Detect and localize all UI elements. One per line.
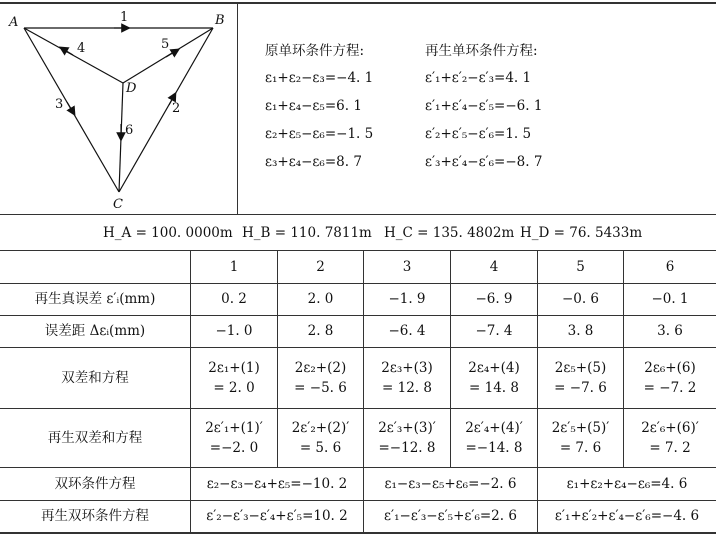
- table-cell: [191, 348, 277, 408]
- column-header: 2: [316, 258, 325, 275]
- cell-line: 2ε₂+(2): [294, 359, 347, 376]
- table-cell: ε₁−ε₃−ε₅+ε₆=−2. 6: [384, 475, 517, 492]
- regenerated-equation: ε′₃+ε′₄−ε′₆=−8. 7: [425, 153, 543, 170]
- cell-line: = 14. 8: [469, 380, 519, 396]
- benchmark-heights: [0, 217, 716, 249]
- cell-line: 2ε′₅+(5)′: [551, 419, 610, 436]
- leveling-network-diagram: [6, 6, 236, 210]
- divider-diagram: [0, 214, 716, 215]
- edge-label-4: 4: [77, 41, 86, 56]
- table-cell: [364, 348, 450, 408]
- edge-2: [119, 28, 213, 192]
- cell-line: =−14. 8: [465, 440, 523, 456]
- cell-line: 2ε′₄+(4)′: [465, 419, 523, 436]
- row-label: 双环条件方程: [54, 475, 136, 492]
- edge-label-2: 2: [172, 101, 181, 116]
- edge-label-6: 6: [125, 123, 134, 138]
- cell-line: = −7. 2: [643, 380, 697, 396]
- top-border: [0, 2, 716, 4]
- height-A: H_A = 100. 0000m: [103, 225, 233, 241]
- table-cell: −0. 1: [651, 291, 689, 308]
- column-header: 1: [229, 258, 239, 275]
- row-label: 再生真误差 ε′ᵢ(mm): [34, 291, 156, 308]
- table-cell: [624, 348, 716, 408]
- edge-label-5: 5: [161, 37, 170, 52]
- cell-line: 2ε₃+(3): [381, 359, 433, 376]
- table-cell: 2. 0: [307, 291, 334, 308]
- height-C: H_C = 135. 4802m: [384, 225, 515, 241]
- node-B: B: [215, 13, 225, 28]
- bottom-border: [0, 532, 716, 534]
- row-label: 误差距 Δεᵢ(mm): [44, 323, 146, 340]
- table-cell: [191, 409, 277, 467]
- table-cell: −6. 4: [388, 323, 426, 340]
- height-B: H_B = 110. 7811m: [242, 225, 372, 241]
- node-D: D: [126, 81, 137, 96]
- cell-line: = 5. 6: [299, 440, 342, 456]
- table-cell: −1. 0: [215, 323, 253, 340]
- cell-line: =−12. 8: [378, 440, 436, 456]
- table-cell: 3. 6: [657, 323, 683, 340]
- cell-line: = −5. 6: [294, 380, 347, 396]
- table-cell: ε′₁−ε′₃−ε′₅+ε′₆=2. 6: [384, 508, 517, 525]
- edge-6: [119, 83, 123, 192]
- table-cell: ε′₂−ε′₃−ε′₄+ε′₅=10. 2: [206, 508, 348, 525]
- column-header: 4: [489, 258, 499, 275]
- row-label: 双差和方程: [61, 369, 129, 386]
- cell-line: 2ε₆+(6): [644, 359, 696, 376]
- cell-line: 2ε′₃+(3)′: [378, 419, 436, 436]
- node-A: A: [9, 15, 19, 30]
- table-cell: 0. 2: [221, 291, 247, 308]
- cell-line: = 12. 8: [382, 380, 432, 396]
- table-cell: [278, 348, 363, 408]
- table-cell: −7. 4: [475, 323, 513, 340]
- cell-line: 2ε₄+(4): [468, 359, 520, 376]
- cell-line: 2ε₁+(1): [208, 359, 260, 376]
- cell-line: = 2. 0: [213, 380, 255, 396]
- regenerated-equation: ε′₁+ε′₄−ε′₅=−6. 1: [425, 97, 543, 114]
- regenerated-equation: ε′₂+ε′₅−ε′₆=1. 5: [425, 125, 532, 142]
- edge-4: [24, 28, 123, 83]
- cell-line: = −7. 6: [554, 380, 607, 396]
- original-equation: ε₃+ε₄−ε₆=8. 7: [265, 153, 362, 170]
- edge-label-3: 3: [55, 97, 64, 112]
- height-D: H_D = 76. 5433m: [520, 225, 643, 241]
- regenerated-equations: [425, 45, 542, 184]
- cell-line: 2ε′₆+(6)′: [641, 419, 699, 436]
- original-equations-title: 原单环条件方程:: [265, 43, 365, 59]
- table-cell: 3. 8: [567, 323, 594, 340]
- table-cell: −1. 9: [388, 291, 426, 308]
- table-cell: −6. 9: [475, 291, 513, 308]
- row-label: 再生双环条件方程: [41, 508, 149, 525]
- row-label: 再生双差和方程: [47, 429, 143, 446]
- table-cell: [278, 409, 363, 467]
- table-cell: [538, 409, 623, 467]
- table-cell: [624, 409, 716, 467]
- edge-label-1: 1: [120, 10, 129, 25]
- table-cell: ε₂−ε₃−ε₄+ε₅=−10. 2: [206, 475, 348, 492]
- cell-line: =−2. 0: [209, 440, 259, 456]
- column-header: 5: [576, 258, 585, 275]
- table-cell: 2. 8: [307, 323, 334, 340]
- cell-line: 2ε′₁+(1)′: [205, 419, 263, 436]
- cell-line: 2ε′₂+(2)′: [291, 419, 350, 436]
- node-C: C: [113, 197, 123, 210]
- table-cell: [364, 409, 450, 467]
- original-equations: [265, 45, 373, 184]
- cell-line: 2ε₅+(5): [554, 359, 607, 376]
- original-equation: ε₁+ε₂−ε₃=−4. 1: [265, 69, 374, 86]
- cell-line: = 7. 6: [559, 440, 602, 456]
- table-cell: −0. 6: [561, 291, 600, 308]
- regenerated-equations-title: 再生单环条件方程:: [425, 43, 538, 59]
- table-cell: [451, 348, 537, 408]
- column-header: 3: [402, 258, 412, 275]
- table-cell: ε′₁+ε′₂+ε′₄−ε′₆=−4. 6: [554, 508, 700, 525]
- column-header: 6: [665, 258, 675, 275]
- original-equation: ε₂+ε₅−ε₆=−1. 5: [265, 125, 374, 142]
- table-cell: ε₁+ε₂+ε₄−ε₆=4. 6: [566, 475, 688, 492]
- table-cell: [451, 409, 537, 467]
- original-equation: ε₁+ε₄−ε₅=6. 1: [265, 97, 362, 114]
- cell-line: = 7. 2: [649, 440, 691, 456]
- divider-diagram-vertical: [237, 3, 238, 214]
- table-cell: [538, 348, 623, 408]
- regenerated-equation: ε′₁+ε′₂−ε′₃=4. 1: [425, 69, 532, 86]
